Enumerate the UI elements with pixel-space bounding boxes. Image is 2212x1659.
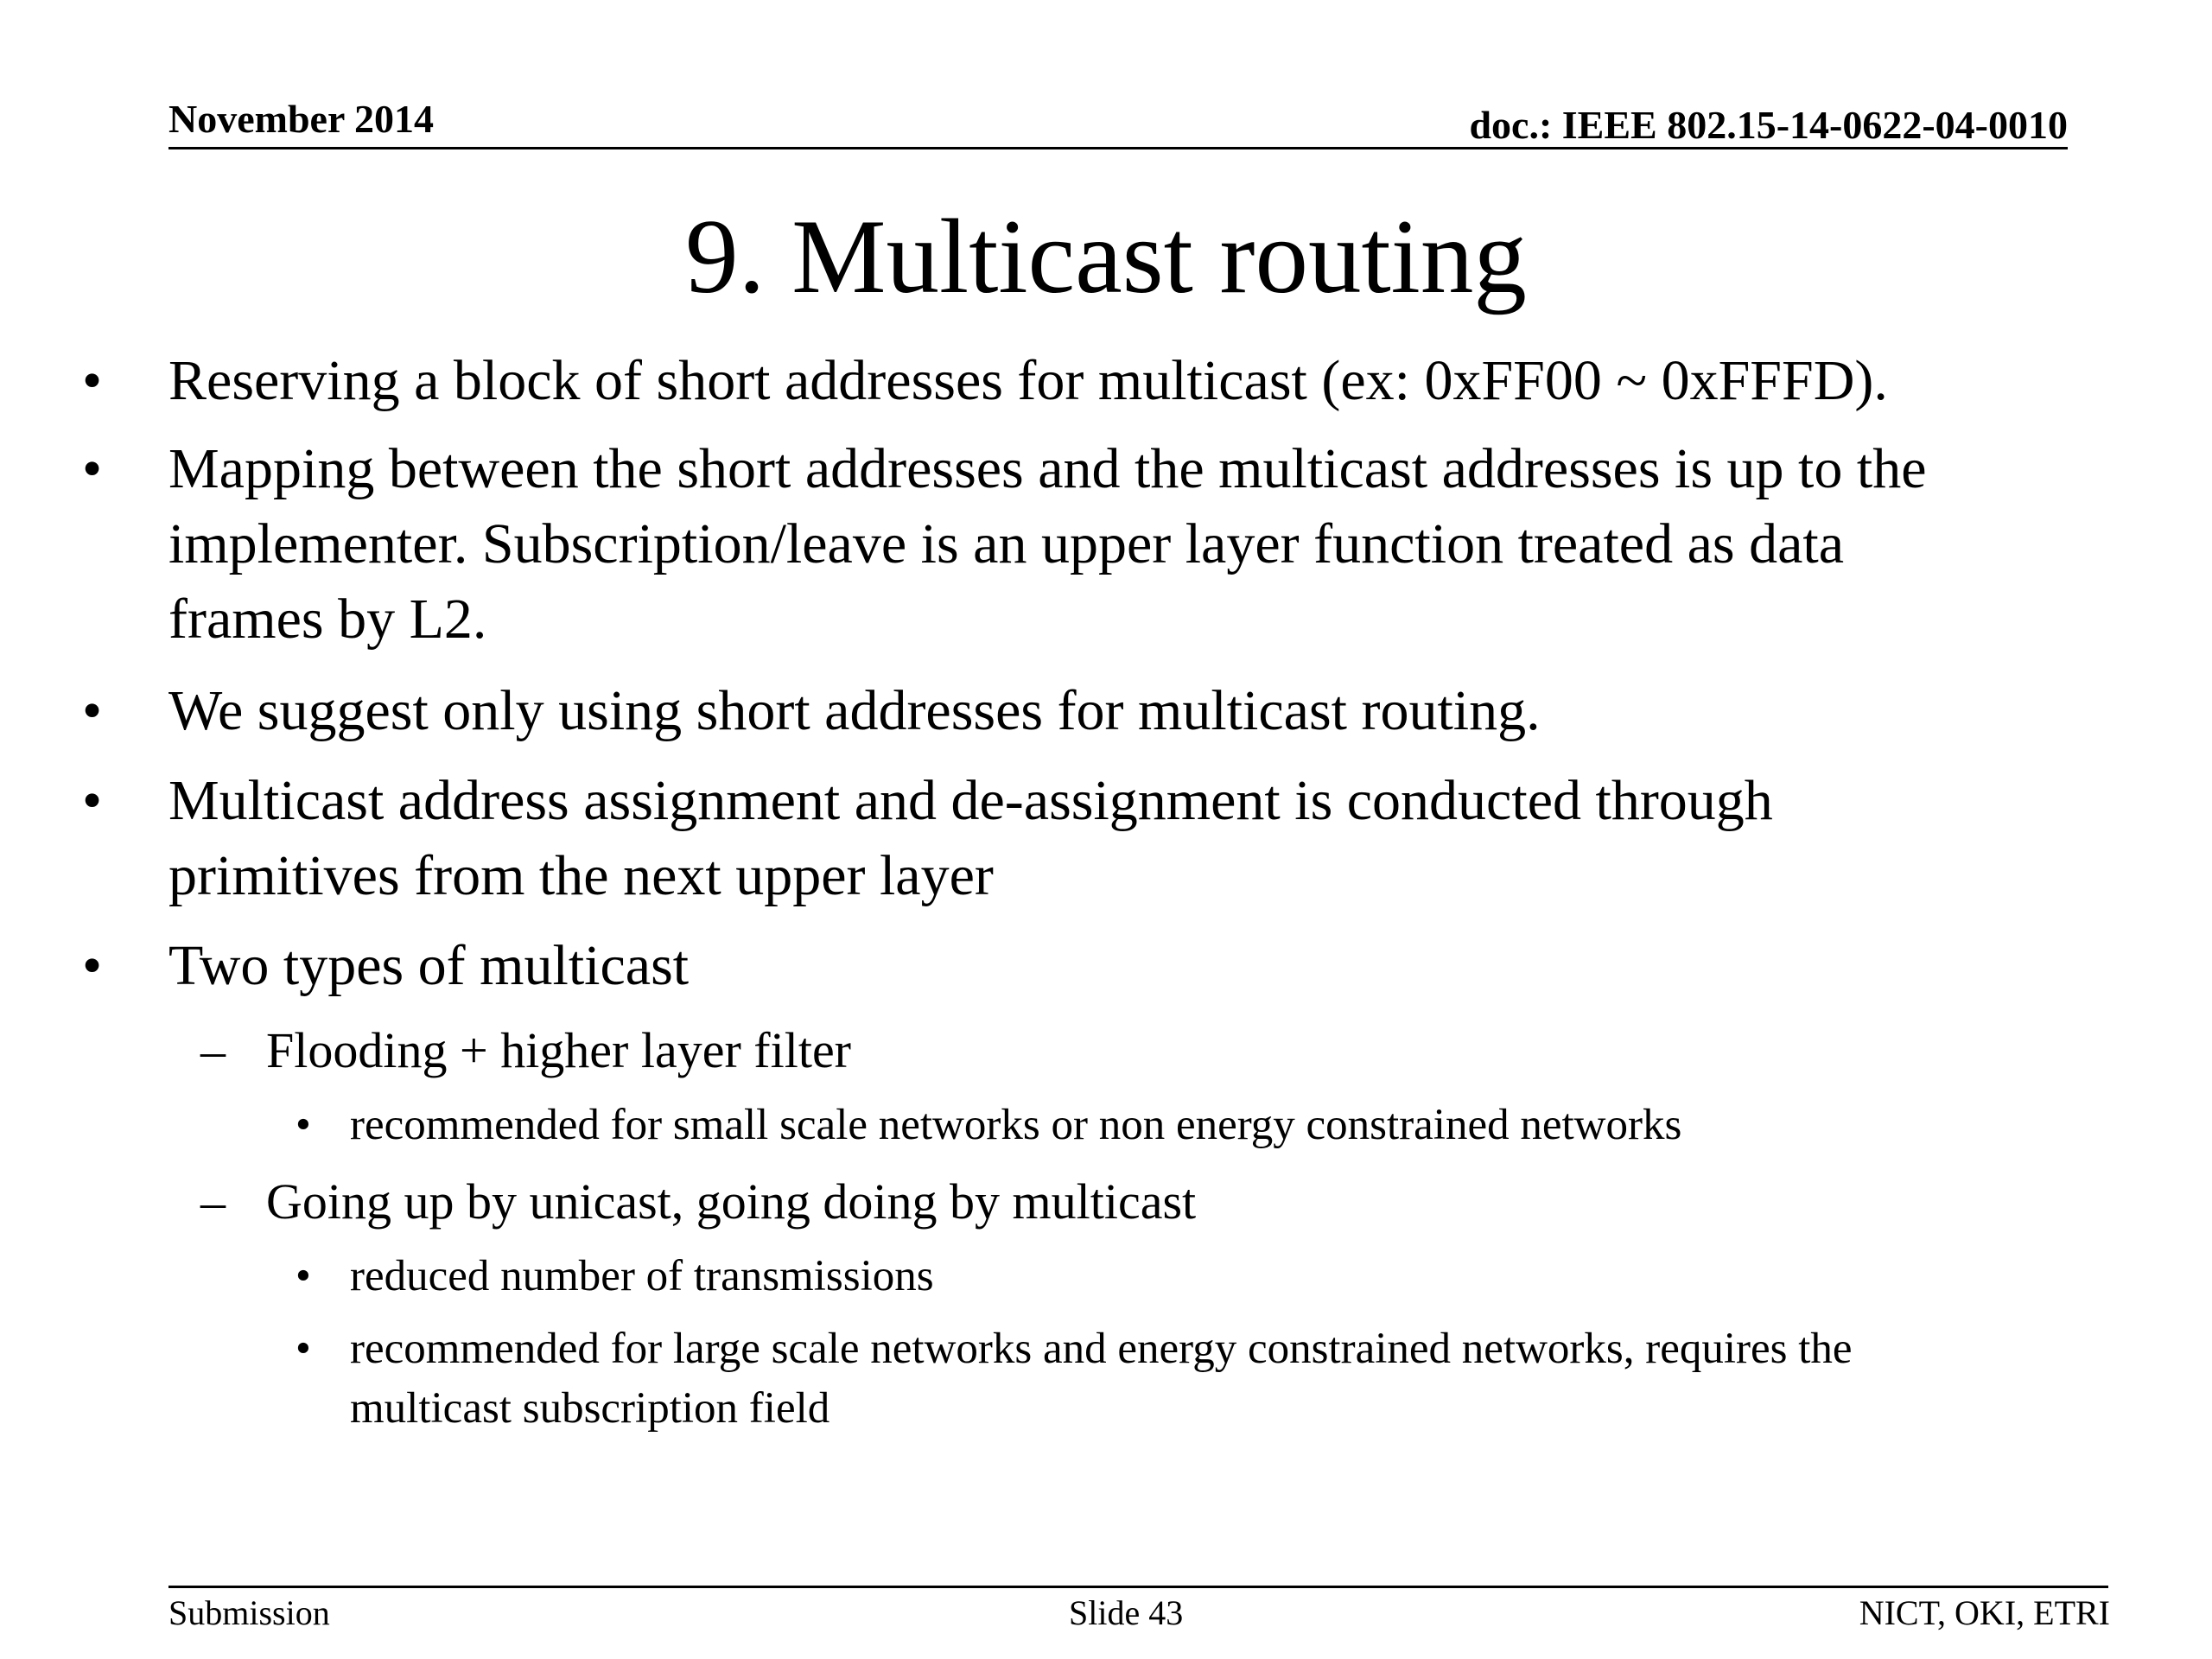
bullet-2-line-2: implementer. Subscription/leave is an upper layer function treated as data [168,512,1845,575]
bullet-marker: • [82,349,103,412]
sub-sub-bullet-large-scale-line-1: recommended for large scale networks and energy constrained networks, requires the [350,1325,1853,1373]
bullet-2-line-3: frames by L2. [168,588,487,651]
bullet-5-line-1: Two types of multicast [168,934,690,997]
bullet-marker: • [296,1325,311,1373]
dash-marker: – [200,1173,226,1230]
footer-authors: NICT, OKI, ETRI [1859,1593,2110,1632]
sub-sub-bullet-small-scale: recommended for small scale networks or non energy constrained networks [350,1101,1682,1149]
footer-submission: Submission [168,1593,330,1632]
dash-marker: – [200,1022,226,1078]
header-doc-id: doc.: IEEE 802.15-14-0622-04-0010 [1469,103,2068,147]
bullet-1-line-1: Reserving a block of short addresses for multicast (ex: 0xFF00 ~ 0xFFFD). [168,349,1888,412]
bullet-2-line-1: Mapping between the short addresses and the multicast addresses is up to the [168,437,1927,500]
header-date: November 2014 [168,97,435,141]
sub-sub-bullet-large-scale-line-2: multicast subscription field [350,1384,830,1433]
bullet-4-line-1: Multicast address assignment and de-assignment is conducted through [168,769,1773,832]
bullet-marker: • [82,934,103,997]
bullet-marker: • [82,769,103,832]
bullet-marker: • [296,1252,311,1300]
bullet-marker: • [82,437,103,500]
bullet-marker: • [296,1101,311,1149]
slide-title: 9. Multicast routing [685,197,1527,315]
bullet-marker: • [82,679,103,742]
sub-sub-bullet-reduced: reduced number of transmissions [350,1252,934,1300]
sub-bullet-flooding: Flooding + higher layer filter [266,1022,851,1078]
footer-rule [168,1586,2108,1588]
footer-slide-number: Slide 43 [1069,1593,1184,1632]
bullet-4-line-2: primitives from the next upper layer [168,844,994,907]
sub-bullet-unicast-multicast: Going up by unicast, going doing by multicast [266,1173,1197,1230]
bullet-3-line-1: We suggest only using short addresses for multicast routing. [168,679,1541,742]
